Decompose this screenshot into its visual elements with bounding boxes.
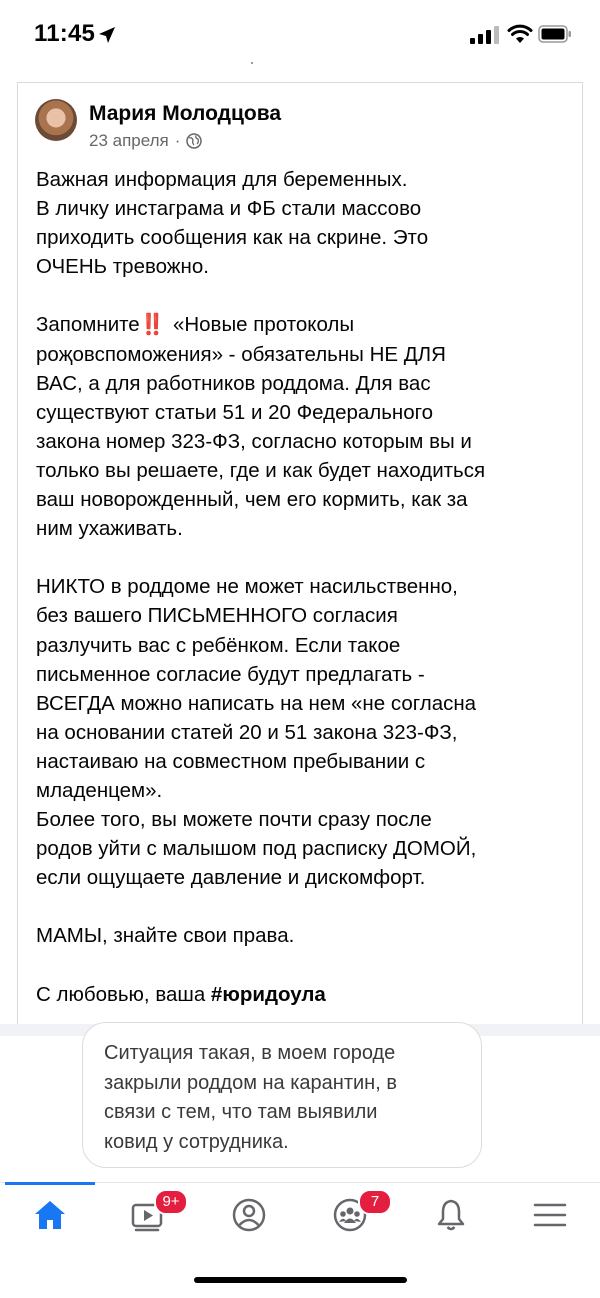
hashtag-link[interactable]: #юридоула <box>210 982 326 1006</box>
tab-profile[interactable] <box>219 1191 279 1241</box>
quoted-line: закрыли роддом на карантин, в <box>104 1071 397 1094</box>
post-meta <box>89 131 202 151</box>
post-text-segment: С любовью, ваша <box>36 982 211 1006</box>
post-line: на основании статей 20 и 51 закона 323-ФЗ, <box>36 720 458 744</box>
double-exclamation-icon: ‼️ <box>139 313 164 337</box>
home-icon <box>32 1197 68 1233</box>
post-line: Более того, вы можете почти сразу после <box>36 808 432 832</box>
post-line: существуют статьи 51 и 20 Федерального <box>36 400 434 424</box>
post-line: без вашего ПИСЬМЕННОГО согласия <box>36 604 398 628</box>
wifi-icon <box>507 24 533 44</box>
post-line: МАМЫ, знайте свои права. <box>36 924 295 948</box>
post-line: Важная информация для беременных. <box>36 168 408 191</box>
quoted-line: связи с тем, что там выявили <box>104 1101 378 1123</box>
post-card <box>17 82 583 1024</box>
post-line: письменное согласие будут предлагать - <box>36 662 425 686</box>
post-line: В личку инстаграма и ФБ стали массово <box>36 197 422 221</box>
tab-menu[interactable] <box>520 1191 580 1241</box>
status-time: 11:45 <box>34 20 96 47</box>
quoted-line: ковид у сотрудника. <box>104 1130 289 1153</box>
active-tab-indicator <box>5 1182 95 1185</box>
groups-badge: 7 <box>358 1189 392 1215</box>
post-line: закона номер 323-ФЗ, согласно которым вы и <box>36 429 472 453</box>
post-line: ОЧЕНЬ тревожно. <box>36 255 209 279</box>
author-name[interactable]: Мария Молодцова <box>89 102 282 125</box>
post-line: ВСЕГДА можно написать на нем «не согласна <box>36 691 477 715</box>
menu-icon <box>532 1197 568 1233</box>
post-line: ваш новорожденный, чем его кормить, как за <box>36 488 468 512</box>
battery-icon <box>538 24 572 44</box>
post-body <box>36 165 571 1009</box>
post-date[interactable]: 23 апреля <box>89 131 169 150</box>
post-line: НИКТО в роддоме не может насильственно, <box>36 575 458 599</box>
post-line: ним ухаживать. <box>36 517 183 541</box>
post-line: ВАС, а для работников роддома. Для вас <box>36 371 431 395</box>
home-indicator <box>194 1277 407 1283</box>
bell-icon <box>433 1197 469 1233</box>
tab-notifications[interactable] <box>421 1191 481 1241</box>
post-line <box>36 980 571 1009</box>
post-line: приходить сообщения как на скрине. Это <box>36 226 429 250</box>
post-line: роҗовспоможения» - обязательны НЕ ДЛЯ <box>36 342 446 366</box>
post-line: если ощущаете давление и дискомфорт. <box>36 866 426 890</box>
post-text-segment: Запомните <box>36 313 140 337</box>
scroll-dot <box>251 62 253 64</box>
tab-home[interactable] <box>20 1191 80 1241</box>
globe-icon <box>186 133 202 149</box>
location-arrow-icon <box>98 26 116 44</box>
post-line: настаиваю на совместном пребывании с <box>36 749 426 773</box>
quoted-line: Ситуация такая, в моем городе <box>104 1042 396 1064</box>
post-line: только вы решаете, где и как будет находиться <box>36 458 486 482</box>
post-line: разлучить вас с ребёнком. Если такое <box>36 633 401 657</box>
watch-badge: 9+ <box>154 1189 188 1215</box>
tab-groups[interactable] <box>320 1191 380 1241</box>
post-line: младенцем». <box>36 778 163 802</box>
post-line: родов уйти с малышом под расписку ДОМОЙ, <box>36 837 477 861</box>
status-bar <box>0 0 600 72</box>
meta-separator: · <box>174 131 181 150</box>
tab-watch[interactable] <box>118 1191 178 1241</box>
post-line <box>36 310 571 339</box>
post-text-segment: «Новые протоколы <box>167 313 355 337</box>
quoted-message-text <box>104 1039 474 1157</box>
attached-image-message-bubble[interactable] <box>82 1022 482 1168</box>
cell-signal-icon <box>470 26 500 44</box>
profile-icon <box>231 1197 267 1233</box>
author-avatar[interactable] <box>35 99 77 141</box>
